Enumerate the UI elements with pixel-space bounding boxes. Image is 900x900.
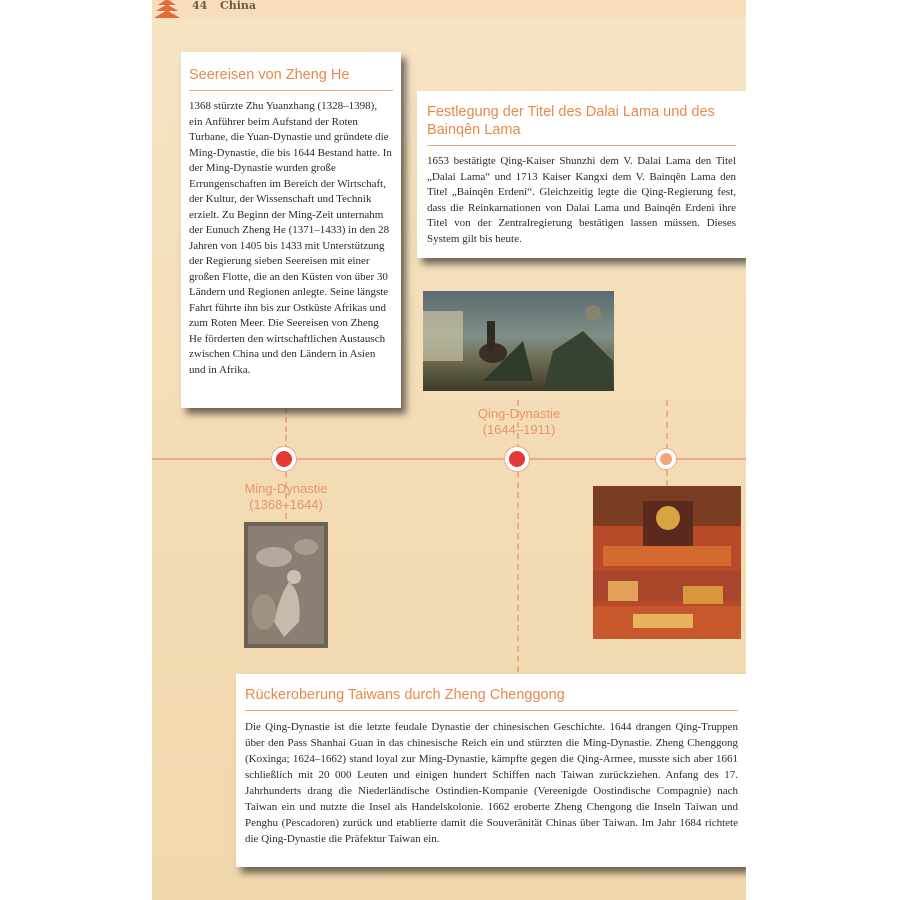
zheng-he-box — [181, 52, 401, 408]
book-page — [152, 0, 746, 900]
taiwan-title: Rückeroberung Taiwans durch Zheng Chenggong — [245, 687, 565, 703]
timeline-dot-qing — [505, 447, 529, 471]
ming-dynasty-label — [216, 481, 356, 513]
dalai-lama-title: Festlegung der Titel des Dalai Lama und des Bainqên Lama — [427, 104, 715, 138]
painting-monastery-photo — [593, 486, 741, 639]
zheng-he-text: 1368 stürzte Zhu Yuanzhang (1328–1398), ein Anführer beim Aufstand der Roten Turbane, die Yuan-Dynastie und gründete die Ming-Dynastie, die bis 1644 Bestand hatte. In der Ming-Dynastie wurden große Errungenschaften im Bereich der Wirtschaft, der Kultur, der Wissenschaft und Technik erzielt. Zu Beginn der Ming-Zeit unternahm der Eunuch Zheng He (1371–1433) in den 28 Jahren von 1405 bis 1433 mit Unterstützung der Regierung sieben Seereisen mit einer großen Flotte, die an den Küsten von über 30 Ländern und Regionen anlegte. Seine längste Fahrt führte ihn bis zur Ostküste Afrikas und zum Roten Meer. Die Seereisen von Zheng He förderten den wirtschaftlichen Austausch zwischen China und den Ländern in Asien und in Afrika. — [189, 100, 392, 376]
title-divider — [189, 90, 393, 91]
title-divider — [245, 710, 738, 711]
ming-dynasty-years: (1368–1644) — [249, 497, 323, 512]
title-divider — [427, 145, 736, 146]
pagoda-icon — [154, 0, 180, 18]
page-header — [152, 0, 746, 17]
timeline-connector — [517, 472, 519, 672]
page-number: 44 — [192, 0, 208, 12]
painting-rider-photo — [423, 291, 614, 391]
qing-dynasty-name: Qing-Dynastie — [477, 406, 561, 421]
qing-dynasty-years: (1644–1911) — [482, 422, 556, 437]
taiwan-text: Die Qing-Dynastie ist die letzte feudale Dynastie der chinesischen Geschichte. 1644 drangen Qing-Truppen über den Pass Shanhai Guan in das chinesische Reich ein und stürzten die Ming-Dynastie. Zheng Chenggong (Koxinga; 1624–1662) stand loyal zur Ming-Dynastie, kämpfte gegen die Qing-Armee, musste sich aber 1661 schließlich mit 20 000 Leuten und einigen hundert Schiffen nach Taiwan zurückziehen. Anfang des 17. Jahrhunderts drang die Niederländische Ostindien-Kompanie (Vereenigde Oostindische Compagnie) nach Taiwan ein und nutzte die Insel als Handelskolonie. 1662 eroberte Zheng Chengong die Inseln Taiwan und Penghu (Pescadoren) zurück und etablierte damit die Souveränität Chinas über Taiwan. Im Jahr 1684 richtete die Qing-Dynastie die Präfektur Taiwan ein. — [245, 721, 738, 845]
chapter-title: China — [220, 0, 257, 12]
timeline-connector — [666, 470, 668, 486]
carving-relief-photo — [244, 522, 328, 648]
ming-dynasty-name: Ming-Dynastie — [244, 481, 328, 496]
timeline-dot-ming — [272, 447, 296, 471]
timeline-connector — [285, 408, 287, 450]
timeline-connector — [666, 400, 668, 450]
dalai-lama-box — [417, 91, 746, 258]
timeline-dot-end — [656, 449, 676, 469]
taiwan-box — [236, 674, 746, 867]
dalai-lama-text: 1653 bestätigte Qing-Kaiser Shunzhi dem V. Dalai Lama den Titel „Dalai Lama“ und 1713 Kaiser Kangxi dem V. Bainqên Lama den Titel „Bainqên Erdeni“. Gleichzeitig legte die Qing-Regierung fest, dass die Reinkarnationen von Dalai Lama und Bainqên Erdeni ihre Titel von der Zentralregierung bestätigen lassen müssen. Dieses System gilt bis heute. — [427, 155, 736, 245]
qing-dynasty-label — [449, 406, 589, 438]
zheng-he-title: Seereisen von Zheng He — [189, 67, 350, 83]
